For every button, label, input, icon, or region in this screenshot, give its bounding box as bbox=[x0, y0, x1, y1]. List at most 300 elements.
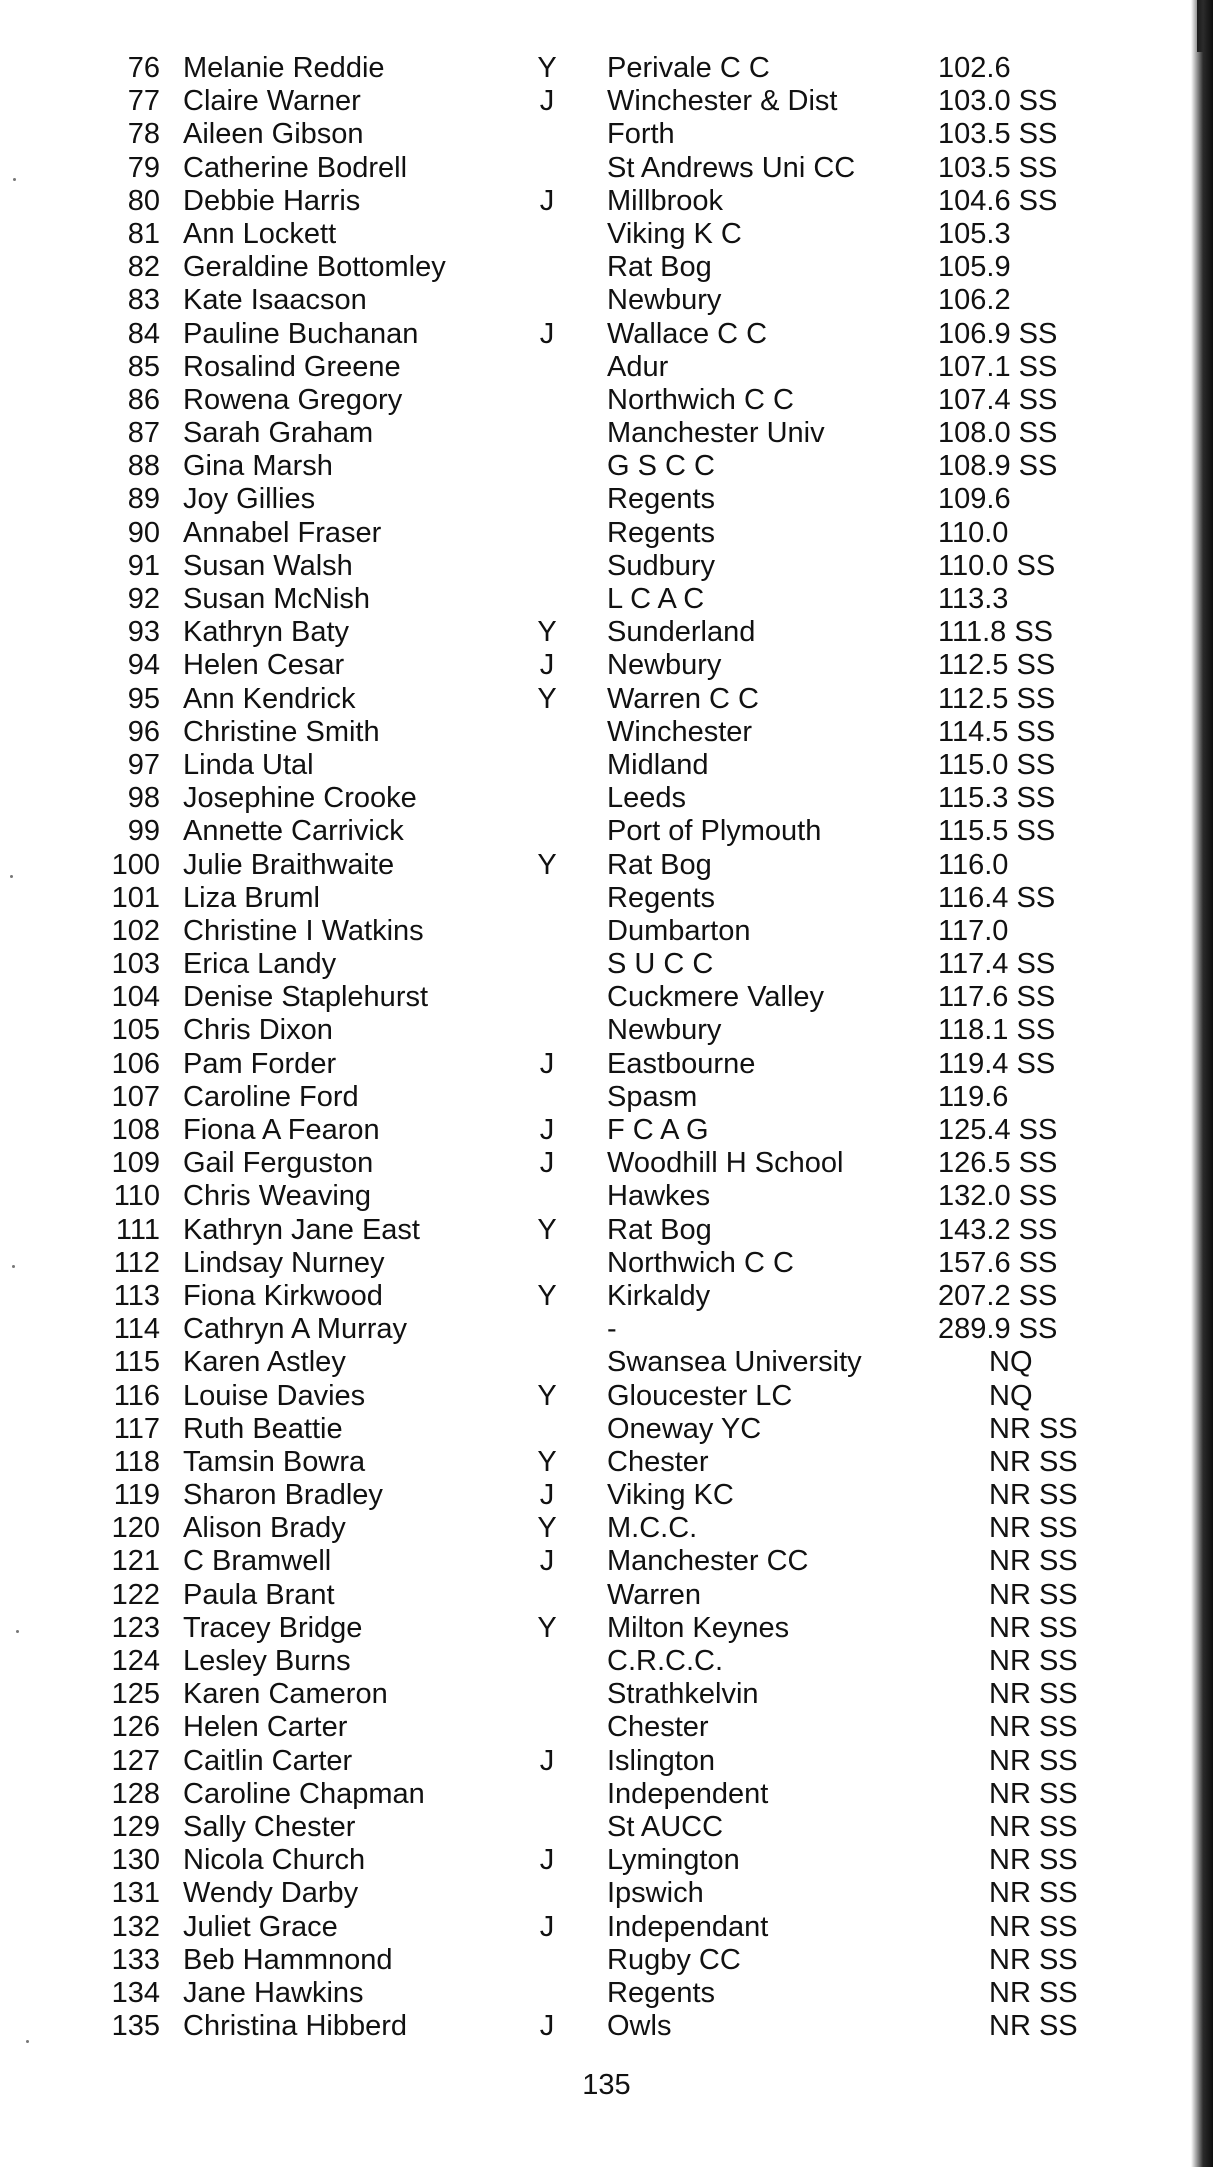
competitor-name: Gail Ferguston bbox=[183, 1147, 374, 1180]
age-category: Y bbox=[537, 1379, 557, 1412]
club-name: Northwich C C bbox=[607, 383, 794, 416]
club-name: F C A G bbox=[607, 1114, 709, 1146]
club-name: St AUCC bbox=[607, 1810, 724, 1843]
result-position: 122 bbox=[111, 1578, 160, 1611]
club-name: Gloucester LC bbox=[607, 1379, 793, 1412]
result-position: 78 bbox=[127, 118, 160, 151]
competitor-name: Alison Brady bbox=[183, 1512, 346, 1545]
result-position: 87 bbox=[127, 417, 160, 450]
competitor-name: Kathryn Baty bbox=[183, 616, 350, 649]
result-position: 88 bbox=[127, 450, 160, 483]
result-position: 112 bbox=[113, 1246, 160, 1279]
competitor-name: Lindsay Nurney bbox=[183, 1246, 385, 1279]
competitor-name: Sarah Graham bbox=[183, 417, 374, 450]
result-time: 115.5 SS bbox=[938, 815, 1056, 848]
result-row bbox=[0, 1180, 1213, 1213]
age-category: Y bbox=[537, 1279, 557, 1312]
result-row bbox=[0, 1944, 1213, 1977]
competitor-name: Helen Carter bbox=[183, 1711, 348, 1744]
result-time: 107.4 SS bbox=[938, 383, 1058, 416]
result-position: 111 bbox=[115, 1213, 160, 1246]
age-category: J bbox=[539, 1545, 555, 1578]
result-position: 94 bbox=[127, 649, 160, 682]
club-name: Rat Bog bbox=[607, 1213, 712, 1246]
result-row bbox=[0, 1413, 1213, 1446]
club-name: Midland bbox=[607, 748, 709, 781]
result-position: 113 bbox=[113, 1279, 160, 1312]
competitor-name: Fiona A Fearon bbox=[183, 1114, 380, 1146]
result-time: 119.4 SS bbox=[938, 1047, 1056, 1080]
result-position: 82 bbox=[127, 251, 160, 284]
result-position: 100 bbox=[111, 848, 160, 881]
result-position: 109 bbox=[111, 1147, 160, 1180]
competitor-name: Beb Hammnond bbox=[183, 1943, 393, 1976]
age-category: J bbox=[539, 184, 555, 217]
club-name: Cuckmere Valley bbox=[607, 981, 825, 1014]
club-name: Independant bbox=[607, 1910, 769, 1943]
result-row bbox=[0, 948, 1213, 981]
age-category: J bbox=[539, 2010, 555, 2043]
result-row bbox=[0, 318, 1213, 351]
competitor-name: Karen Cameron bbox=[183, 1678, 388, 1711]
club-name: Chester bbox=[607, 1445, 709, 1478]
competitor-name: Helen Cesar bbox=[183, 649, 345, 682]
result-position: 89 bbox=[127, 483, 160, 516]
result-time: 103.0 SS bbox=[938, 85, 1058, 118]
result-time: 116.0 bbox=[938, 848, 1009, 881]
result-row bbox=[0, 1081, 1213, 1114]
result-time: NR SS bbox=[989, 1744, 1078, 1777]
competitor-name: Christine I Watkins bbox=[183, 914, 424, 947]
result-time: NR SS bbox=[989, 1943, 1078, 1976]
club-name: Sudbury bbox=[607, 549, 716, 582]
result-row bbox=[0, 1114, 1213, 1147]
result-row bbox=[0, 118, 1213, 151]
result-time: NR SS bbox=[989, 1844, 1078, 1877]
age-category: Y bbox=[537, 1445, 557, 1478]
competitor-name: Fiona Kirkwood bbox=[183, 1279, 383, 1312]
competitor-name: Christine Smith bbox=[183, 715, 380, 748]
competitor-name: Susan McNish bbox=[183, 583, 370, 615]
club-name: G S C C bbox=[607, 450, 715, 483]
age-category: J bbox=[539, 649, 555, 682]
competitor-name: Chris Dixon bbox=[183, 1014, 333, 1047]
result-position: 86 bbox=[127, 383, 160, 416]
club-name: Rat Bog bbox=[607, 251, 712, 284]
result-position: 118 bbox=[113, 1445, 160, 1478]
result-row bbox=[0, 550, 1213, 583]
result-position: 128 bbox=[111, 1777, 160, 1810]
result-time: 117.4 SS bbox=[938, 948, 1056, 981]
result-row bbox=[0, 1844, 1213, 1877]
club-name: Strathkelvin bbox=[607, 1678, 759, 1711]
club-name: Forth bbox=[607, 118, 675, 151]
result-row bbox=[0, 1380, 1213, 1413]
result-row bbox=[0, 1479, 1213, 1512]
club-name: Perivale C C bbox=[607, 52, 770, 84]
competitor-name: Ann Kendrick bbox=[183, 682, 356, 715]
competitor-name: Nicola Church bbox=[183, 1844, 366, 1877]
result-position: 105 bbox=[111, 1014, 160, 1047]
results-list bbox=[0, 52, 1213, 2043]
result-position: 107 bbox=[111, 1080, 160, 1113]
competitor-name: Julie Braithwaite bbox=[183, 848, 395, 881]
result-row bbox=[0, 1313, 1213, 1346]
result-row bbox=[0, 915, 1213, 948]
result-position: 135 bbox=[111, 2010, 160, 2043]
club-name: L C A C bbox=[607, 583, 705, 615]
result-row bbox=[0, 85, 1213, 118]
age-category: Y bbox=[537, 682, 557, 715]
competitor-name: Jane Hawkins bbox=[183, 1976, 364, 2009]
club-name: Owls bbox=[607, 2010, 672, 2043]
result-time: 132.0 SS bbox=[938, 1180, 1058, 1213]
result-position: 126 bbox=[111, 1711, 160, 1744]
result-row bbox=[0, 1612, 1213, 1645]
club-name: Milton Keynes bbox=[607, 1611, 790, 1644]
result-row bbox=[0, 152, 1213, 185]
competitor-name: Debbie Harris bbox=[183, 184, 361, 217]
club-name: Port of Plymouth bbox=[607, 815, 822, 848]
age-category: J bbox=[539, 85, 555, 118]
result-time: 125.4 SS bbox=[938, 1114, 1058, 1146]
result-time: 105.3 bbox=[938, 217, 1011, 250]
result-position: 81 bbox=[127, 217, 160, 250]
club-name: Woodhill H School bbox=[607, 1147, 844, 1180]
result-row bbox=[0, 517, 1213, 550]
result-position: 120 bbox=[111, 1512, 160, 1545]
age-category: J bbox=[539, 1910, 555, 1943]
result-row bbox=[0, 1911, 1213, 1944]
result-time: NQ bbox=[989, 1346, 1033, 1379]
result-row bbox=[0, 1346, 1213, 1379]
result-position: 106 bbox=[111, 1047, 160, 1080]
result-time: 104.6 SS bbox=[938, 184, 1058, 217]
result-position: 127 bbox=[111, 1744, 160, 1777]
result-row bbox=[0, 981, 1213, 1014]
result-time: 117.0 bbox=[938, 914, 1009, 947]
competitor-name: Rosalind Greene bbox=[183, 350, 401, 383]
competitor-name: Lesley Burns bbox=[183, 1645, 351, 1677]
result-position: 130 bbox=[111, 1844, 160, 1877]
result-row bbox=[0, 251, 1213, 284]
result-time: NR SS bbox=[989, 1976, 1078, 2009]
result-position: 80 bbox=[127, 184, 160, 217]
age-category: J bbox=[539, 1744, 555, 1777]
result-time: 207.2 SS bbox=[938, 1279, 1058, 1312]
competitor-name: Geraldine Bottomley bbox=[183, 251, 446, 284]
result-time: 102.6 bbox=[938, 52, 1011, 84]
competitor-name: Pam Forder bbox=[183, 1047, 337, 1080]
result-time: 110.0 SS bbox=[938, 549, 1056, 582]
result-time: 108.9 SS bbox=[938, 450, 1058, 483]
result-time: NR SS bbox=[989, 2010, 1078, 2043]
result-position: 102 bbox=[111, 914, 160, 947]
result-position: 116 bbox=[113, 1379, 160, 1412]
result-row bbox=[0, 1247, 1213, 1280]
age-category: J bbox=[539, 1844, 555, 1877]
result-position: 115 bbox=[113, 1346, 160, 1379]
result-row bbox=[0, 1048, 1213, 1081]
result-row bbox=[0, 384, 1213, 417]
result-position: 85 bbox=[127, 350, 160, 383]
club-name: Winchester bbox=[607, 715, 753, 748]
result-row bbox=[0, 749, 1213, 782]
competitor-name: Melanie Reddie bbox=[183, 52, 385, 84]
result-time: 113.3 bbox=[938, 583, 1009, 615]
result-position: 92 bbox=[127, 583, 160, 615]
club-name: Sunderland bbox=[607, 616, 756, 649]
result-position: 104 bbox=[111, 981, 160, 1014]
result-row bbox=[0, 882, 1213, 915]
result-time: 108.0 SS bbox=[938, 417, 1058, 450]
result-time: 118.1 SS bbox=[938, 1014, 1056, 1047]
club-name: C.R.C.C. bbox=[607, 1645, 723, 1677]
result-time: NR SS bbox=[989, 1545, 1078, 1578]
result-position: 95 bbox=[127, 682, 160, 715]
competitor-name: Annabel Fraser bbox=[183, 516, 382, 549]
result-position: 134 bbox=[111, 1976, 160, 2009]
result-row bbox=[0, 683, 1213, 716]
result-time: 115.3 SS bbox=[938, 782, 1056, 815]
result-time: 110.0 bbox=[938, 516, 1009, 549]
club-name: Newbury bbox=[607, 284, 722, 317]
club-name: Newbury bbox=[607, 649, 722, 682]
club-name: Regents bbox=[607, 881, 716, 914]
club-name: Wallace C C bbox=[607, 317, 768, 350]
age-category: Y bbox=[537, 1611, 557, 1644]
result-time: NR SS bbox=[989, 1678, 1078, 1711]
result-time: 114.5 SS bbox=[938, 715, 1056, 748]
result-time: NR SS bbox=[989, 1810, 1078, 1843]
competitor-name: Tamsin Bowra bbox=[183, 1445, 366, 1478]
competitor-name: Louise Davies bbox=[183, 1379, 366, 1412]
competitor-name: Caitlin Carter bbox=[183, 1744, 353, 1777]
result-time: 143.2 SS bbox=[938, 1213, 1058, 1246]
result-row bbox=[0, 1280, 1213, 1313]
result-position: 121 bbox=[111, 1545, 160, 1578]
club-name: Winchester & Dist bbox=[607, 85, 838, 118]
result-time: 116.4 SS bbox=[938, 881, 1056, 914]
page-number: 135 bbox=[582, 2069, 631, 2101]
competitor-name: Kathryn Jane East bbox=[183, 1213, 420, 1246]
competitor-name: Josephine Crooke bbox=[183, 782, 417, 815]
competitor-name: Susan Walsh bbox=[183, 549, 353, 582]
result-row bbox=[0, 1645, 1213, 1678]
result-row bbox=[0, 1545, 1213, 1578]
club-name: Oneway YC bbox=[607, 1412, 762, 1445]
result-time: 289.9 SS bbox=[938, 1313, 1058, 1346]
result-time: 106.2 bbox=[938, 284, 1011, 317]
club-name: Swansea University bbox=[607, 1346, 862, 1379]
result-time: NQ bbox=[989, 1379, 1033, 1412]
result-position: 83 bbox=[127, 284, 160, 317]
result-time: 107.1 SS bbox=[938, 350, 1058, 383]
club-name: Rugby CC bbox=[607, 1943, 741, 1976]
result-time: 117.6 SS bbox=[938, 981, 1056, 1014]
competitor-name: Pauline Buchanan bbox=[183, 317, 419, 350]
result-position: 117 bbox=[113, 1412, 160, 1445]
age-category: J bbox=[539, 1479, 555, 1512]
result-row bbox=[0, 649, 1213, 682]
competitor-name: Caroline Ford bbox=[183, 1080, 359, 1113]
club-name: S U C C bbox=[607, 948, 714, 981]
club-name: - bbox=[607, 1313, 617, 1346]
result-position: 91 bbox=[127, 549, 160, 582]
result-position: 98 bbox=[127, 782, 160, 815]
result-row bbox=[0, 417, 1213, 450]
result-position: 99 bbox=[127, 815, 160, 848]
result-row bbox=[0, 1977, 1213, 2010]
competitor-name: Aileen Gibson bbox=[183, 118, 364, 151]
result-row bbox=[0, 716, 1213, 749]
age-category: Y bbox=[537, 52, 557, 84]
result-position: 93 bbox=[127, 616, 160, 649]
club-name: Kirkaldy bbox=[607, 1279, 711, 1312]
club-name: Islington bbox=[607, 1744, 716, 1777]
competitor-name: Gina Marsh bbox=[183, 450, 333, 483]
competitor-name: Linda Utal bbox=[183, 748, 314, 781]
result-time: 103.5 SS bbox=[938, 151, 1058, 184]
result-time: NR SS bbox=[989, 1479, 1078, 1512]
result-time: 111.8 SS bbox=[938, 616, 1054, 649]
result-position: 96 bbox=[127, 715, 160, 748]
competitor-name: Annette Carrivick bbox=[183, 815, 404, 848]
club-name: Warren bbox=[607, 1578, 701, 1611]
result-position: 101 bbox=[111, 881, 160, 914]
club-name: Manchester CC bbox=[607, 1545, 809, 1578]
result-position: 119 bbox=[113, 1479, 160, 1512]
club-name: Independent bbox=[607, 1777, 769, 1810]
competitor-name: Kate Isaacson bbox=[183, 284, 367, 317]
result-position: 125 bbox=[111, 1678, 160, 1711]
result-row bbox=[0, 1877, 1213, 1910]
result-time: 115.0 SS bbox=[938, 748, 1056, 781]
result-position: 103 bbox=[111, 948, 160, 981]
result-position: 90 bbox=[127, 516, 160, 549]
result-time: 112.5 SS bbox=[938, 682, 1056, 715]
result-row bbox=[0, 1678, 1213, 1711]
result-row bbox=[0, 450, 1213, 483]
competitor-name: Liza Bruml bbox=[183, 881, 320, 914]
age-category: Y bbox=[537, 1213, 557, 1246]
age-category: J bbox=[539, 317, 555, 350]
result-row bbox=[0, 2010, 1213, 2043]
result-time: 119.6 bbox=[938, 1080, 1009, 1113]
age-category: Y bbox=[537, 1512, 557, 1545]
result-row bbox=[0, 849, 1213, 882]
competitor-name: Sally Chester bbox=[183, 1810, 356, 1843]
club-name: Newbury bbox=[607, 1014, 722, 1047]
competitor-name: Joy Gillies bbox=[183, 483, 316, 516]
competitor-name: Wendy Darby bbox=[183, 1877, 359, 1910]
result-row bbox=[0, 218, 1213, 251]
result-time: 109.6 bbox=[938, 483, 1011, 516]
result-row bbox=[0, 583, 1213, 616]
competitor-name: Juliet Grace bbox=[183, 1910, 338, 1943]
competitor-name: Sharon Bradley bbox=[183, 1479, 383, 1512]
result-row bbox=[0, 52, 1213, 85]
club-name: Eastbourne bbox=[607, 1047, 756, 1080]
result-time: NR SS bbox=[989, 1777, 1078, 1810]
age-category: J bbox=[539, 1047, 555, 1080]
club-name: Manchester Univ bbox=[607, 417, 825, 450]
club-name: Leeds bbox=[607, 782, 687, 815]
club-name: Regents bbox=[607, 516, 716, 549]
result-row bbox=[0, 815, 1213, 848]
age-category: J bbox=[539, 1147, 555, 1180]
result-time: 157.6 SS bbox=[938, 1246, 1058, 1279]
result-time: 112.5 SS bbox=[938, 649, 1056, 682]
result-position: 84 bbox=[127, 317, 160, 350]
result-time: 126.5 SS bbox=[938, 1147, 1058, 1180]
competitor-name: Ruth Beattie bbox=[183, 1412, 343, 1445]
club-name: Hawkes bbox=[607, 1180, 711, 1213]
result-time: NR SS bbox=[989, 1910, 1078, 1943]
result-position: 131 bbox=[111, 1877, 160, 1910]
result-time: NR SS bbox=[989, 1412, 1078, 1445]
result-time: 106.9 SS bbox=[938, 317, 1058, 350]
result-position: 129 bbox=[111, 1810, 160, 1843]
age-category: Y bbox=[537, 616, 557, 649]
result-position: 123 bbox=[111, 1611, 160, 1644]
result-position: 77 bbox=[127, 85, 160, 118]
result-position: 108 bbox=[111, 1114, 160, 1146]
result-time: NR SS bbox=[989, 1611, 1078, 1644]
age-category: J bbox=[539, 1114, 555, 1146]
result-row bbox=[0, 351, 1213, 384]
club-name: Viking K C bbox=[607, 217, 742, 250]
competitor-name: Cathryn A Murray bbox=[183, 1313, 408, 1346]
club-name: St Andrews Uni CC bbox=[607, 151, 856, 184]
result-time: 103.5 SS bbox=[938, 118, 1058, 151]
competitor-name: Paula Brant bbox=[183, 1578, 335, 1611]
club-name: M.C.C. bbox=[607, 1512, 698, 1545]
result-row bbox=[0, 1147, 1213, 1180]
result-time: NR SS bbox=[989, 1711, 1078, 1744]
result-row bbox=[0, 1512, 1213, 1545]
club-name: Chester bbox=[607, 1711, 709, 1744]
result-position: 97 bbox=[127, 748, 160, 781]
result-time: NR SS bbox=[989, 1645, 1078, 1677]
competitor-name: Erica Landy bbox=[183, 948, 337, 981]
result-row bbox=[0, 185, 1213, 218]
competitor-name: Claire Warner bbox=[183, 85, 361, 118]
competitor-name: Rowena Gregory bbox=[183, 383, 403, 416]
result-position: 76 bbox=[127, 52, 160, 84]
result-row bbox=[0, 782, 1213, 815]
competitor-name: Karen Astley bbox=[183, 1346, 346, 1379]
result-position: 124 bbox=[111, 1645, 160, 1677]
competitor-name: Catherine Bodrell bbox=[183, 151, 408, 184]
club-name: Millbrook bbox=[607, 184, 724, 217]
age-category: Y bbox=[537, 848, 557, 881]
club-name: Adur bbox=[607, 350, 669, 383]
club-name: Northwich C C bbox=[607, 1246, 794, 1279]
competitor-name: Caroline Chapman bbox=[183, 1777, 425, 1810]
result-position: 132 bbox=[111, 1910, 160, 1943]
result-row bbox=[0, 1745, 1213, 1778]
club-name: Dumbarton bbox=[607, 914, 751, 947]
result-row bbox=[0, 1778, 1213, 1811]
result-row bbox=[0, 1214, 1213, 1247]
result-position: 114 bbox=[113, 1313, 160, 1346]
club-name: Warren C C bbox=[607, 682, 759, 715]
result-row bbox=[0, 284, 1213, 317]
competitor-name: Christina Hibberd bbox=[183, 2010, 408, 2043]
club-name: Spasm bbox=[607, 1080, 698, 1113]
club-name: Rat Bog bbox=[607, 848, 712, 881]
